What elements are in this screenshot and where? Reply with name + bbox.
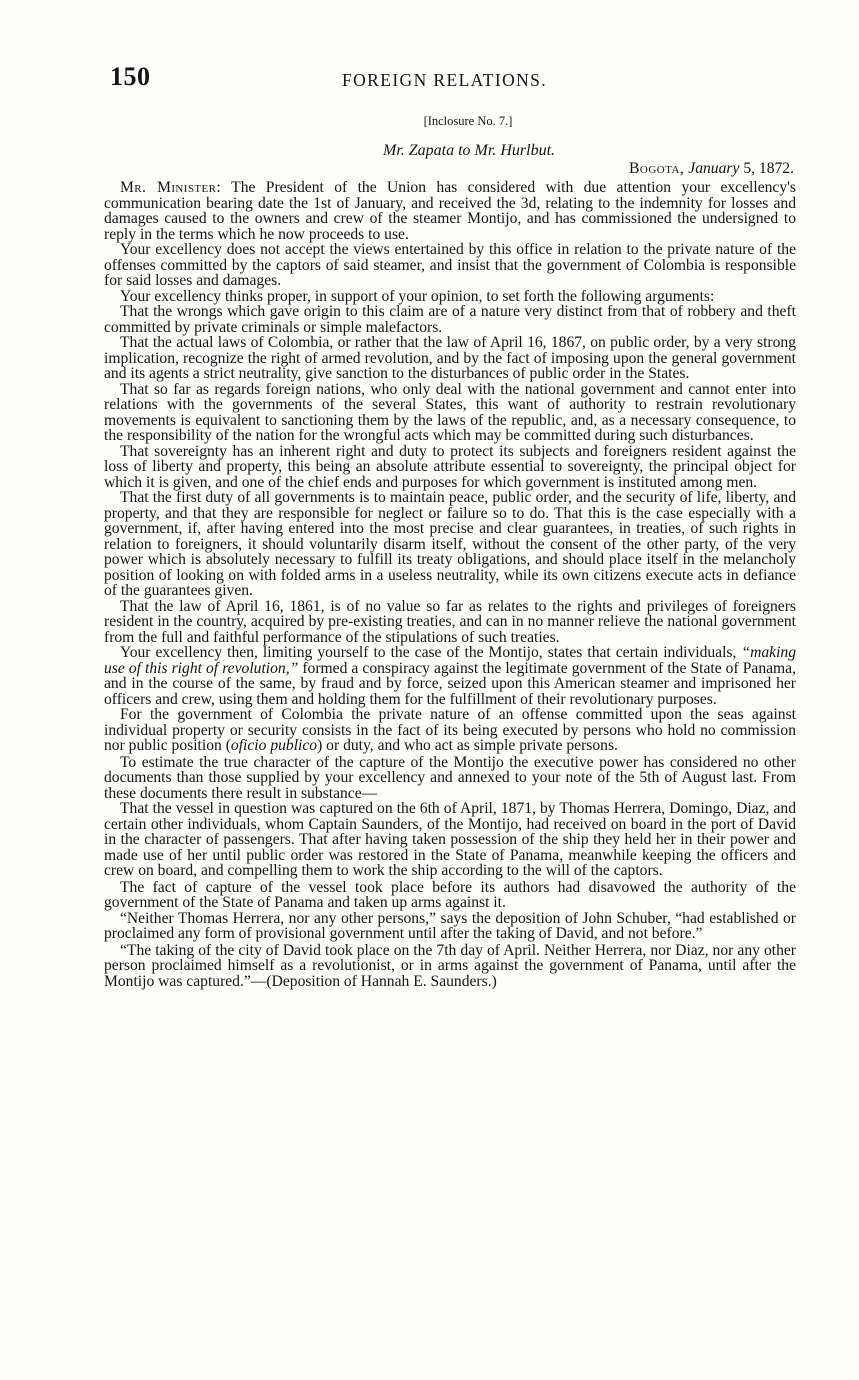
paragraph-text: For the government of Colombia the private nature of an offense committed upon the seas against individual property or security consists in the fact of its being executed by persons who hold no commission nor public position ( — [104, 706, 796, 754]
paragraph: “The taking of the city of David took place on the 7th day of April. Neither Herrera, nor Diaz, nor any other person proclaimed himself as a revolutionist, or in arms against the government of Panama, until after the Montijo was captured.”—(Deposition of Hannah E. Saunders.) — [104, 941, 796, 990]
salutation: Mr. Minister: — [120, 179, 222, 196]
paragraph: To estimate the true character of the capture of the Montijo the executive power has considered no other documents than those supplied by your excellency and annexed to your note of the 5th of August last. From these documents there result in substance— — [104, 753, 796, 802]
date-place: Bogota, — [628, 160, 685, 177]
quoted-phrase: “making use of this right of revolution,” — [104, 644, 796, 677]
letter-title: Mr. Zapata to Mr. Hurlbut. — [382, 142, 556, 159]
date-rest: 5, 1872. — [743, 160, 794, 177]
paragraph: That so far as regards foreign nations, who only deal with the national government and cannot enter into relations with the governments of the several States, this want of authority to restrain revolutionary movements is equivalent to sanctioning them by the laws of the republic, and, as a necessary consequence, to the responsibility of the nation for the wrongful acts which may be committed during such disturbances. — [104, 380, 796, 444]
page-number: 150 — [110, 62, 151, 91]
paragraph-text: Your excellency then, limiting yourself to the case of the Montijo, states that certain individuals, — [120, 644, 742, 661]
paragraph — [104, 645, 796, 707]
running-title: FOREIGN RELATIONS. — [342, 70, 548, 90]
paragraph: That the first duty of all governments is to maintain peace, public order, and the security of life, liberty, and property, and that they are responsible for neglect or failure so to do. That this is the case especially with a government, if, after having entered into the most precise and clear guarantees, in treaties, of such rights in relation to foreigners, it should voluntarily disarm itself, without the consent of the other party, of the very power which is absolutely necessary to fulfill its treaty obligations, and should place itself in the melancholy position of looking on with folded arms in a useless neutrality, while its own citizens execute acts in defiance of the guarantees given. — [104, 489, 796, 599]
paragraph — [104, 707, 796, 754]
italic-term: oficio publico — [230, 737, 318, 754]
paragraph: The fact of capture of the vessel took place before its authors had disavowed the authority of the government of the State of Panama and taken up arms against it. — [104, 878, 796, 911]
paragraph: That sovereignty has an inherent right and duty to protect its subjects and foreigners resident against the loss of liberty and property, this being an absolute attribute essential to sovereignty, the principal object for which it is given, and one of the chief ends and purposes for which government is instituted among men. — [104, 442, 796, 491]
paragraph: That the wrongs which gave origin to this claim are of a nature very distinct from that of robbery and theft committed by private criminals or simple malefactors. — [104, 303, 796, 336]
paragraph-text: formed a conspiracy against the legitimate government of the State of Panama, and in the course of the same, by fraud and by force, seized upon this American steamer and imprisoned her officers and crew, using them and holding them for the fulfillment of their revolutionary purposes. — [104, 659, 796, 708]
paragraph: Your excellency thinks proper, in support of your opinion, to set forth the following arguments: — [120, 287, 715, 305]
paragraph: That the actual laws of Colombia, or rather that the law of April 16, 1867, on public order, by a very strong implication, recognize the right of armed revolution, and by the fact of imposing upon the general government and its agents a strict neutrality, give sanction to the disturbances of public order in the States. — [104, 334, 796, 382]
inclosure-label: [Inclosure No. 7.] — [423, 114, 513, 128]
paragraph-text: ) or duty, and who act as simple private persons. — [317, 737, 618, 754]
letter-body — [104, 114, 796, 989]
paragraph: Your excellency does not accept the views entertained by this office in relation to the private nature of the offenses committed by the captors of said steamer, and insist that the government of Colombia is responsible for said losses and damages. — [104, 241, 796, 289]
paragraph: That the law of April 16, 1861, is of no value so far as relates to the rights and privileges of foreigners resident in the country, acquired by pre-existing treaties, and can in no manner relieve the national government from the full and faithful performance of the stipulations of such treaties. — [104, 597, 796, 646]
paragraph — [104, 180, 796, 242]
dateline — [104, 161, 794, 177]
paragraph: That the vessel in question was captured on the 6th of April, 1871, by Thomas Herrera, Domingo, Diaz, and certain other individuals, whom Captain Saunders, of the Montijo, had received on board in the port of David in the character of passengers. That after having taken possession of the ship they held her in their power and made use of her until public order was restored in the State of Panama, meanwhile keeping the officers and crew on board, and compelling them to work the ship according to the will of the captors. — [104, 800, 796, 879]
paragraph: “Neither Thomas Herrera, nor any other persons,” says the deposition of John Schuber, “had established or proclaimed any form of provisional government until after the taking of David, and not before.” — [104, 909, 796, 942]
date-month: January — [688, 160, 740, 177]
paragraph-text: The President of the Union has considered with due attention your excellency's communication bearing date the 1st of January, and received the 3d, relating to the indemnity for losses and damages caused to the owners and crew of the steamer Montijo, and has commissioned the undersigned to reply in the terms which he now proceeds to use. — [104, 179, 797, 243]
